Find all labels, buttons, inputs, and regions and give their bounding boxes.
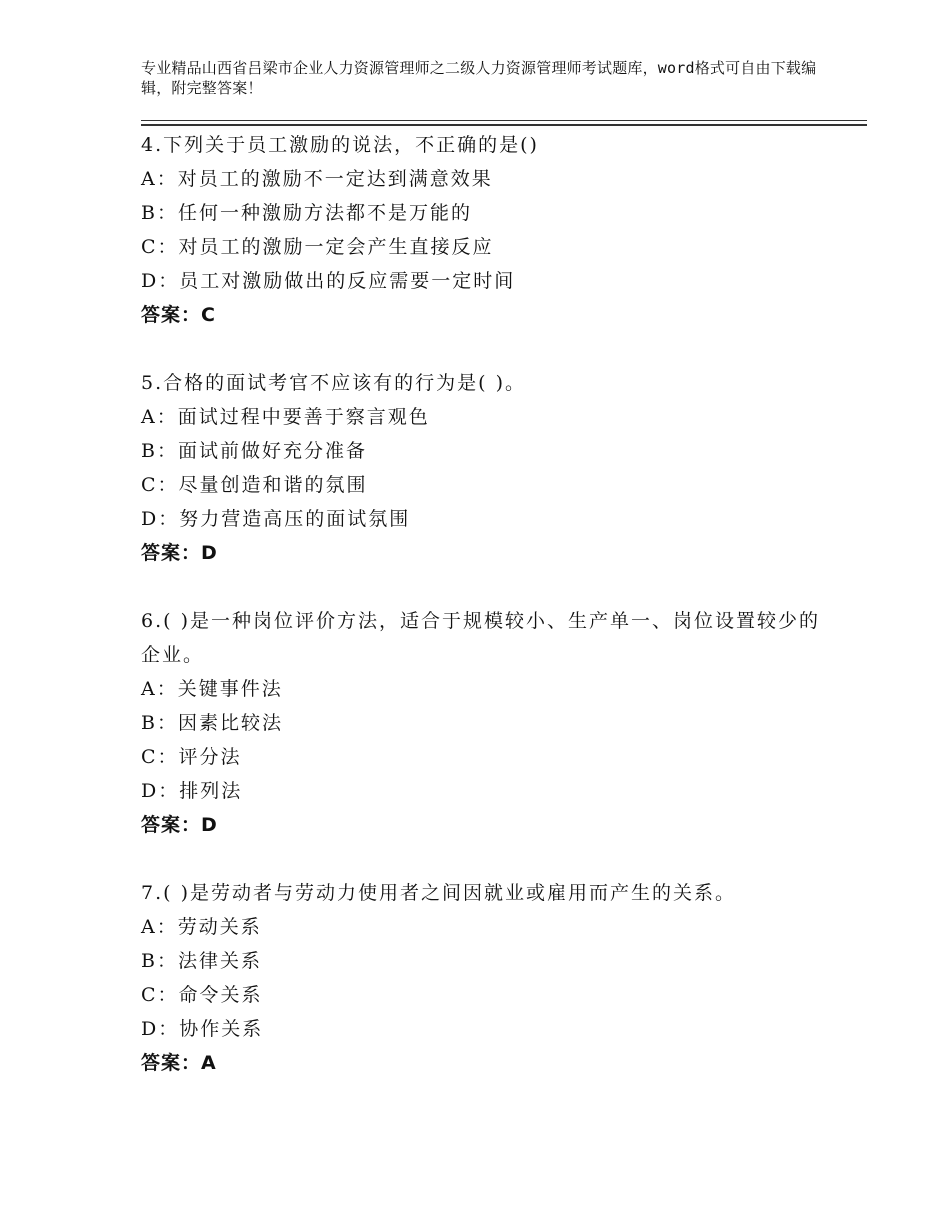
document-header: 专业精品山西省吕梁市企业人力资源管理师之二级人力资源管理师考试题库，word格式可自由下载编辑，附完整答案！ [141,59,817,97]
option-a: A：对员工的激励不一定达到满意效果 [141,168,493,190]
option-a: A：劳动关系 [141,916,262,938]
answer: 答案：D [141,814,218,836]
option-a: A：关键事件法 [141,678,283,700]
question-stem: 7.( )是劳动者与劳动力使用者之间因就业或雇用而产生的关系。 [141,882,736,904]
question-stem: 6.( )是一种岗位评价方法，适合于规模较小、生产单一、岗位设置较少的企业。 [141,610,820,666]
answer: 答案：C [141,304,216,326]
option-b: B：任何一种激励方法都不是万能的 [141,202,472,224]
option-c: C：命令关系 [141,984,263,1006]
question-stem: 5.合格的面试考官不应该有的行为是( )。 [141,372,526,394]
option-a: A：面试过程中要善于察言观色 [141,406,430,428]
header-divider-thin [141,120,867,121]
answer: 答案：D [141,542,218,564]
option-d: D：员工对激励做出的反应需要一定时间 [141,270,516,292]
option-c: C：对员工的激励一定会产生直接反应 [141,236,494,258]
question-7 [141,876,821,1080]
answer: 答案：A [141,1052,217,1074]
question-list [141,128,821,1114]
question-4 [141,128,821,332]
header-divider-thick [141,124,867,126]
question-5 [141,366,821,570]
option-b: B：因素比较法 [141,712,283,734]
option-d: D：努力营造高压的面试氛围 [141,508,411,530]
option-d: D：协作关系 [141,1018,264,1040]
option-d: D：排列法 [141,780,243,802]
question-stem: 4.下列关于员工激励的说法，不正确的是() [141,134,539,156]
option-b: B：法律关系 [141,950,262,972]
option-c: C：尽量创造和谐的氛围 [141,474,368,496]
option-c: C：评分法 [141,746,242,768]
question-6 [141,604,821,842]
option-b: B：面试前做好充分准备 [141,440,367,462]
